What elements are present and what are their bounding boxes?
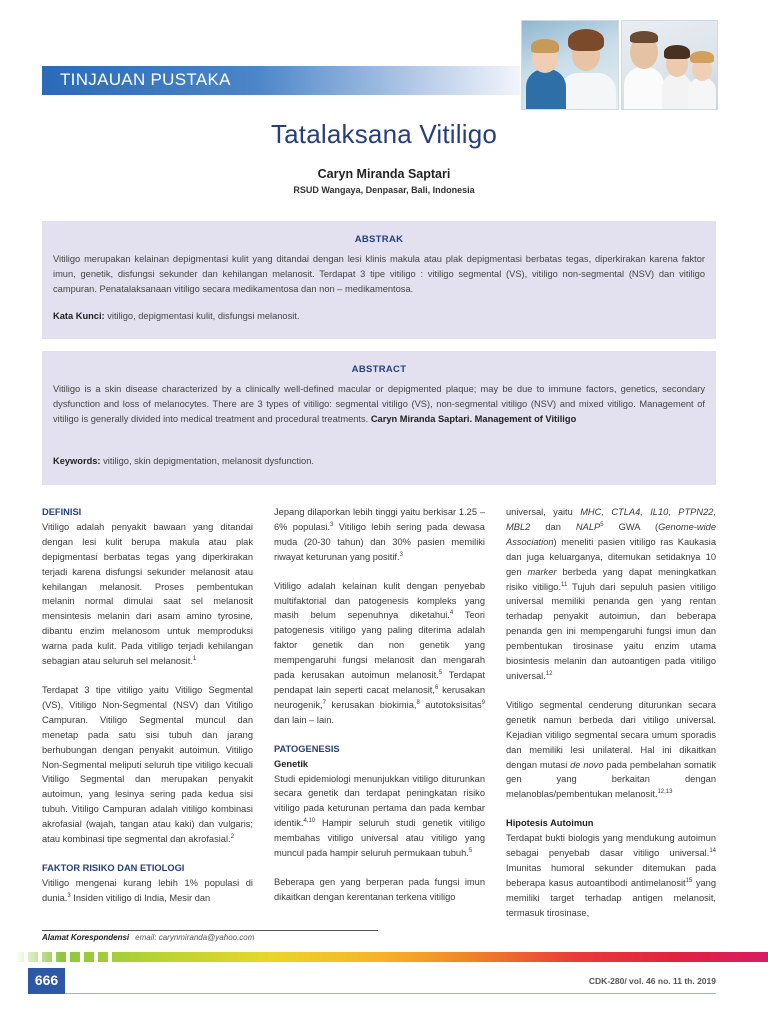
abstrak-keywords <box>53 311 705 321</box>
heading-patogenesis: PATOGENESIS <box>274 743 340 754</box>
body-column-1 <box>42 505 253 906</box>
section-banner <box>42 66 520 95</box>
footer-divider <box>65 993 716 994</box>
author-affiliation: RSUD Wangaya, Denpasar, Bali, Indonesia <box>293 185 475 195</box>
abstrak-heading: ABSTRAK <box>354 234 404 245</box>
abstract-keywords-text: vitiligo, skin depigmentation, melanosit dysfunction. <box>100 456 314 466</box>
abstract-body <box>53 382 705 427</box>
section-label: TINJAUAN PUSTAKA <box>60 70 231 89</box>
header-photo-doctor-child <box>521 20 619 110</box>
page-number: 666 <box>34 972 59 988</box>
heading-definisi: DEFINISI <box>42 507 82 517</box>
paragraph-gen-universal: universal, yaitu MHC, CTLA4, IL10, PTPN22, MBL2 dan NALP$^5$ GWA (Genome-wide Association) meneliti pasien vitiligo ras Kaukasia dan juga keluarganya, ditemukan setidaknya 10 gen marker berbeda yang dapat meningkatkan risiko vitiligo.$^{11}$ Tujuh dari sepuluh pasien vitiligo universal memiliki penanda gen yang rentan terhadap penyakit autoimun, dan beberapa penanda gen ini mempengaruhi fungsi imun dan pembentukan tirosinase yaitu enzim utama biosintesis melanin dan autoantigen pada vitiligo universal.$^{12}$ <box>506 507 716 681</box>
abstrak-body: Vitiligo merupakan kelainan depigmentasi kulit yang ditandai dengan lesi klinis makula atau plak depigmentasi berbatas tegas, diperkirakan karena faktor imun, genetik, disfungsi sekunder dan kehilangan melanosit. Terdapat 3 tipe vitiligo : vitiligo segmental (VS), vitiligo non-segmental (NSV) dan vitiligo campuran. Penatalaksanaan vitiligo secara medikamentosa dan non – medikamentosa. <box>53 254 705 294</box>
abstract-heading: ABSTRACT <box>351 364 407 375</box>
body-column-3 <box>506 505 716 921</box>
header-photo-medical-team <box>621 20 718 110</box>
paragraph-genetik: Studi epidemiologi menunjukkan vitiligo diturunkan secara genetik dan terdapat peningkatan risiko vitiligo pada keturunan pertama dan pada kembar identik.$^{4,10}$ Hampir seluruh studi genetik vitiligo membahas vitiligo universal atau vitiligo yang muncul pada hampir seluruh permukaan tubuh.$^5$ <box>274 773 485 859</box>
abstract-keywords-label: Keywords: <box>53 456 101 466</box>
subheading-hipotesis-autoimun: Hipotesis Autoimun <box>506 818 594 829</box>
subheading-genetik: Genetik <box>274 758 309 769</box>
abstract-citation: Caryn Miranda Saptari. Management of Vitiligo <box>370 414 577 424</box>
paragraph-epidemiologi: Jepang dilaporkan lebih tinggi yaitu berkisar 1.25 – 6% populasi.$^3$ Vitiligo lebih sering pada dewasa muda (20-30 tahun) dan 30% pasien memiliki riwayat keturunan yang positif.$^3$ <box>274 507 485 562</box>
correspondence <box>42 933 254 942</box>
paragraph-definisi-2: Terdapat 3 tipe vitiligo yaitu Vitiligo Segmental (VS), Vitiligo Non-Segmental (NSV) dan Vitiligo Campuran. Vitiligo Segmental muncul dan menetap pada satu sisi tubuh dan jarang berhubungan dengan penyakit autoimun. Vitiligo Non-Segmental meliputi seluruh tipe vitiligo kecuali Vitiligo Segmental dan merupakan penyakit autoimun, yang lesinya sering pada kedua sisi tubuh. Vitiligo Campuran adalah vitiligo kombinasi akrofasial (wajah, tangan atau kaki) dan vulgaris; atau kombinasi tipe segmental dan akrofasial.$^2$ <box>42 684 253 845</box>
author-name: Caryn Miranda Saptari <box>317 167 451 181</box>
abstrak-keywords-label: Kata Kunci: <box>53 311 105 321</box>
heading-faktor-risiko: FAKTOR RISIKO DAN ETIOLOGI <box>42 862 185 873</box>
correspondence-email: email: carynmiranda@yahoo.com <box>135 933 255 942</box>
abstract-box <box>42 351 716 485</box>
journal-citation: CDK-280/ vol. 46 no. 11 th. 2019 <box>588 976 716 986</box>
paragraph-definisi-1: Vitiligo adalah penyakit bawaan yang ditandai dengan lesi kulit berupa makula atau plak depigmentasi berbatas tegas yang diperkirakan terjadi karena disfungsi sekunder melanosit atau kehilangan melanosit. Proses pembentukan melanin normal dimulai saat sel melanosit mensintesis melanin dari asam amino tyrosine, dibantu enzim melanosom untuk memproduksi warna pada kulit. Pada vitiligo terjadi kehilangan sebagian atau seluruh sel melanosit.$^1$ <box>42 521 253 667</box>
abstrak-box <box>42 221 716 339</box>
abstract-keywords <box>53 456 705 466</box>
paragraph-patogenesis-intro: Vitiligo adalah kelainan kulit dengan penyebab multifaktorial dan patogenesis kompleks yang masih belum sepenuhnya diketahui.$^4$ Teori patogenesis vitiligo yang paling diterima adalah faktor genetik dan non genetik yang mempengaruhi fungsi melanosit dan mengarah pada kerusakan autoimun melanosit.$^5$ Terdapat pendapat lain seperti cacat melanosit,$^6$ kerusakan neurogenik,$^7$ kerusakan biokimia,$^8$ autotoksisitas$^9$ dan lain – lain. <box>274 580 485 725</box>
article-title: Tatalaksana Vitiligo <box>270 119 498 149</box>
correspondence-label: Alamat Korespondensi <box>42 933 130 942</box>
abstrak-keywords-text: vitiligo, depigmentasi kulit, disfungsi melanosit. <box>104 311 300 321</box>
paragraph-hipotesis-autoimun: Terdapat bukti biologis yang mendukung autoimun sebagai penyebab dasar vitiligo universal.$^{14}$ Imunitas humoral sekunder ditemukan pada beberapa kasus autoantibodi antimelanosit$^{15}$ yang memiliki target terhadap antigen melanosit, termasuk tirosinase, <box>506 833 717 918</box>
paragraph-faktor-risiko: Vitiligo mengenai kurang lebih 1% populasi di dunia.$^3$ Insiden vitiligo di India, Mesir dan <box>42 877 253 903</box>
abstract-body-text: Vitiligo is a skin disease characterized by a clinically well-defined macular or depigmented plaque; may be due to immune factors, genetics, secondary dysfunction and loss of melanocytes. There are 3 types of vitiligo: segmental vitiligo (VS), non-segmental vitiligo (NSV) and mixed vitiligo. Management of vitiligo is generally divided into medical treatment and procedural treatments. <box>53 384 705 424</box>
paragraph-vitiligo-segmental: Vitiligo segmental cenderung diturunkan secara genetik namun berbeda dari vitiligo universal. Kejadian vitiligo segmental secara umum sporadis dan memiliki lesi unilateral. Hal ini dikaitkan dengan mutasi de novo pada pembelahan somatik gen yang berkaitan dengan melanoblas/pembentukan melanosit.$^{12,13}$ <box>506 699 716 800</box>
footer-color-band-segments <box>0 952 120 962</box>
body-column-2 <box>274 505 485 905</box>
paragraph-gen-imun: Beberapa gen yang berperan pada fungsi imun dikaitkan dengan kerentanan terkena vitiligo <box>274 876 485 902</box>
correspondence-divider <box>42 930 378 931</box>
